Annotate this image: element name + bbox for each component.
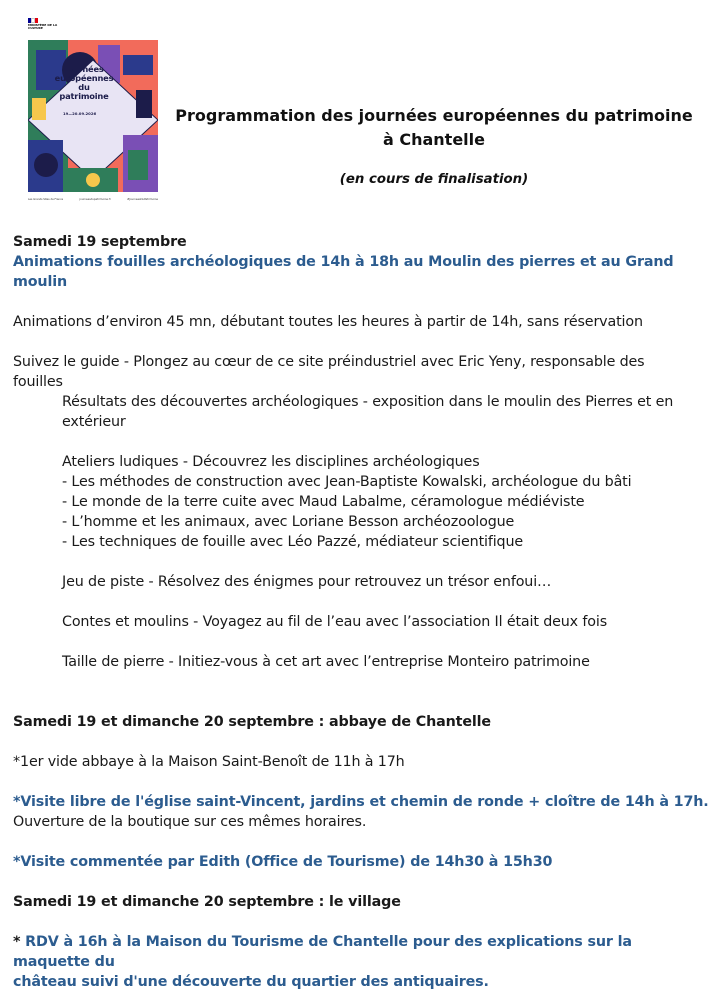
guide-line2: fouilles [13,374,63,390]
workshop-item: - Les techniques de fouille avec Léo Pazzé, médiateur scientifique [62,534,524,550]
workshop-item: - Le monde de la terre cuite avec Maud Labalme, céramologue médiéviste [62,494,585,510]
stone-cutting: Taille de pierre - Initiez-vous à cet art avec l’entreprise Monteiro patrimoine [62,654,590,670]
abbey-heading: Samedi 19 et dimanche 20 septembre : abbaye de Chantelle [13,714,491,730]
page-subtitle: (en cours de finalisation) [339,172,529,187]
excavation-headline: Animations fouilles archéologiques de 14h à 18h au Moulin des pierres et au Grand moulin [13,254,674,290]
program-content [13,232,713,992]
poster-footer-tag: #JourneesDuPatrimoine [127,198,158,201]
shop-opening: Ouverture de la boutique sur ces mêmes horaires. [13,814,367,830]
village-heading: Samedi 19 et dimanche 20 septembre : le village [13,894,401,910]
poster-footer-url: journeesdupatrimoine.fr [79,198,111,201]
page-title [160,104,708,152]
workshop-item: - Les méthodes de construction avec Jean-Baptiste Kowalski, archéologue du bâti [62,474,632,490]
page-title-line2: à Chantelle [382,130,485,149]
workshop-item: - L’homme et les animaux, avec Loriane Besson archéozoologue [62,514,515,530]
ministry-logo: MINISTÈRE DE LA CULTURE [28,18,68,36]
workshops-heading: Ateliers ludiques - Découvrez les disciplines archéologiques [62,454,480,470]
page-title-line1: Programmation des journées européennes du patrimoine [175,106,693,125]
event-poster [25,17,160,207]
saturday-heading: Samedi 19 septembre [13,234,187,250]
guide-line1: Suivez le guide - Plongez au cœur de ce site préindustriel avec Eric Yeny, responsable des [13,354,645,370]
excavation-intro: Animations d’environ 45 mn, débutant toutes les heures à partir de 14h, sans réservation [13,314,643,330]
poster-title: Journées européennes du patrimoine [54,64,114,101]
poster-illustration [28,40,158,192]
tales-and-mills: Contes et moulins - Voyagez au fil de l’eau avec l’association Il était deux fois [62,614,607,630]
guided-visit: *Visite commentée par Edith (Office de Tourisme) de 14h30 à 15h30 [13,854,553,870]
treasure-hunt: Jeu de piste - Résolvez des énigmes pour retrouvez un trésor enfoui… [62,574,552,590]
village-rdv-line2: château suivi d'une découverte du quartier des antiquaires. [13,974,489,990]
village-rdv-line1 [13,932,713,972]
free-visit: *Visite libre de l'église saint-Vincent, jardins et chemin de ronde + cloître de 14h à 17h. [13,794,709,810]
poster-dates: 19—20.09.2026 [63,111,97,116]
village-rdv-text: RDV à 16h à la Maison du Tourisme de Chantelle pour des explications sur la maquette du [13,934,632,970]
results-line2: extérieur [62,414,126,430]
poster-footer-left: Les Grands Sites de France [28,198,64,201]
poster-artwork [28,40,158,192]
poster-footer [28,195,158,205]
results-line1: Résultats des découvertes archéologiques - exposition dans le moulin des Pierres et en [62,394,674,410]
bullet-star: * [13,934,21,950]
flea-market: *1er vide abbaye à la Maison Saint-Benoît de 11h à 17h [13,754,405,770]
